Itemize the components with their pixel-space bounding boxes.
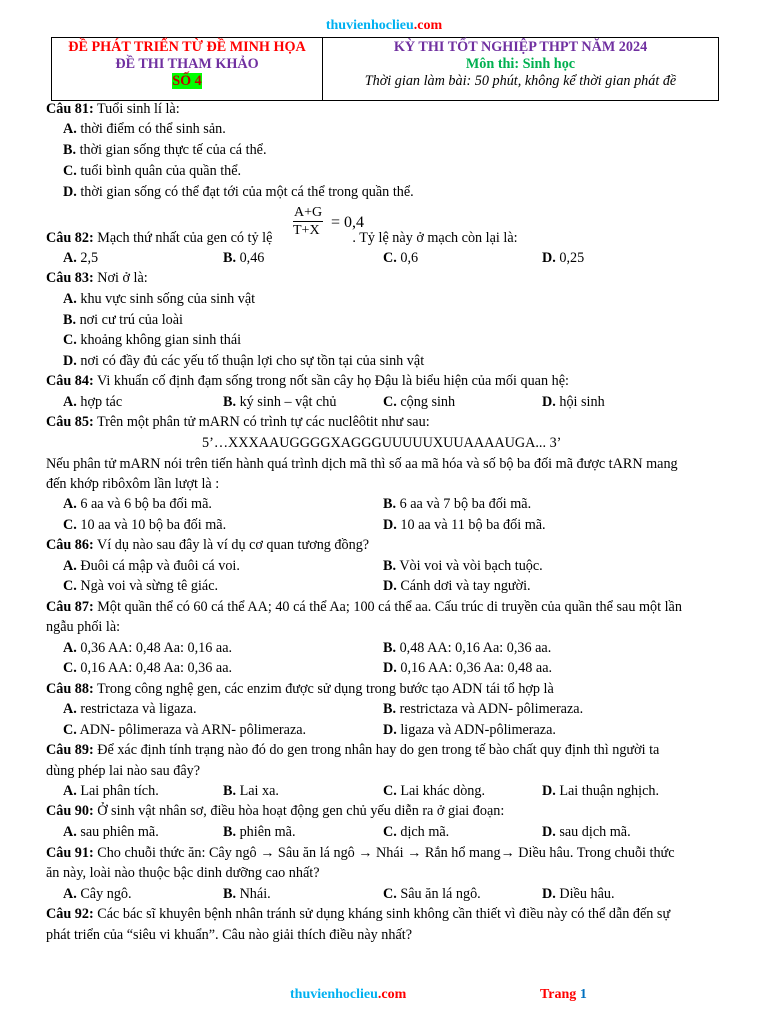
q87-option-c[interactable]: C. 0,16 AA: 0,48 Aa: 0,36 aa. (63, 660, 233, 676)
q84-option-c[interactable]: C. cộng sinh (383, 394, 456, 410)
q81-option-a[interactable]: A. thời điểm có thể sinh sản. (63, 121, 226, 137)
page-number: Trang 1 (540, 987, 587, 1002)
question-85-text: Nếu phân tử mARN nói trên tiến hành quá trình dịch mã thì số aa mã hóa và số bộ ba đối mã được tARN mang (46, 456, 678, 472)
exam-header (51, 37, 719, 101)
q90-option-a[interactable]: A. sau phiên mã. (63, 824, 159, 840)
exam-number: SỐ 4 (172, 73, 202, 89)
q91-option-d[interactable]: D. Diều hâu. (542, 886, 615, 902)
question-84: Câu 84: Vi khuẩn cố định đạm sống trong nốt sần cây họ Đậu là biểu hiện của mối quan hệ: (46, 373, 569, 389)
exam-title: KỲ THI TỐT NGHIỆP THPT NĂM 2024 (393, 39, 648, 55)
q90-option-b[interactable]: B. phiên mã. (223, 824, 296, 840)
question-81: Câu 81: Tuổi sinh lí là: (46, 101, 180, 117)
q91-option-a[interactable]: A. Cây ngô. (63, 886, 132, 902)
q89-option-b[interactable]: B. Lai xa. (223, 783, 279, 799)
q88-option-c[interactable]: C. ADN- pôlimeraza và ARN- pôlimeraza. (63, 722, 307, 738)
question-87: Câu 87: Một quần thể có 60 cá thể AA; 40 cá thể Aa; 100 cá thể aa. Cấu trúc di truyền của quần thể sau một lần (46, 599, 682, 615)
question-88: Câu 88: Trong công nghệ gen, các enzim được sử dụng trong bước tạo ADN tái tổ hợp là (46, 681, 554, 697)
q81-option-c[interactable]: C. tuổi bình quân của quần thể. (63, 163, 242, 179)
mrna-sequence: 5’…XXXAAUGGGGXAGGGUUUUUXUUAAAAUGA... 3’ (202, 435, 562, 451)
q91-option-b[interactable]: B. Nhái. (223, 886, 271, 902)
q90-option-c[interactable]: C. dịch mã. (383, 824, 450, 840)
q81-option-d[interactable]: D. thời gian sống có thể đạt tới của một cá thể trong quần thể. (63, 184, 414, 200)
question-86: Câu 86: Ví dụ nào sau đây là ví dụ cơ quan tương đồng? (46, 537, 370, 553)
q85-option-c[interactable]: C. 10 aa và 10 bộ ba đối mã. (63, 517, 227, 533)
question-90: Câu 90: Ở sinh vật nhân sơ, điều hòa hoạt động gen chủ yếu diễn ra ở giai đoạn: (46, 803, 505, 819)
exam-subject: Môn thi: Sinh học (465, 56, 576, 72)
question-89: Câu 89: Để xác định tính trạng nào đó do gen trong nhân hay do gen trong tế bào chất quy định thì người ta (46, 742, 660, 758)
q86-option-a[interactable]: A. Đuôi cá mập và đuôi cá voi. (63, 558, 240, 574)
q87-option-a[interactable]: A. 0,36 AA: 0,48 Aa: 0,16 aa. (63, 640, 233, 656)
q84-option-a[interactable]: A. hợp tác (63, 394, 123, 410)
q88-option-d[interactable]: D. ligaza và ADN-pôlimeraza. (383, 722, 556, 738)
site-header[interactable]: thuvienhoclieu.com (325, 18, 443, 33)
q91-option-c[interactable]: C. Sâu ăn lá ngô. (383, 886, 481, 902)
q84-option-b[interactable]: B. ký sinh – vật chủ (223, 394, 337, 410)
question-92-text-2: phát triển của “siêu vi khuẩn”. Câu nào giải thích điều này nhất? (46, 927, 412, 943)
ratio-fraction: $\frac{A+G}{T+X}$ (293, 205, 323, 238)
q82-option-c[interactable]: C. 0,6 (383, 250, 419, 266)
question-92: Câu 92: Các bác sĩ khuyên bệnh nhân tránh sử dụng kháng sinh không cần thiết vì điều này có thể dẫn đến sự (46, 906, 671, 922)
question-91-text-2: ăn này, loài nào thuộc bậc dinh dưỡng cao nhất? (46, 865, 320, 881)
q85-option-b[interactable]: B. 6 aa và 7 bộ ba đối mã. (383, 496, 532, 512)
q86-option-b[interactable]: B. Vòi voi và vòi bạch tuộc. (383, 558, 543, 574)
q83-option-d[interactable]: D. nơi có đầy đủ các yếu tố thuận lợi cho sự tồn tại của sinh vật (63, 353, 425, 369)
q89-option-d[interactable]: D. Lai thuận nghịch. (542, 783, 660, 799)
question-89-text-2: dùng phép lai nào sau đây? (46, 763, 201, 779)
q82-option-a[interactable]: A. 2,5 (63, 250, 99, 266)
footer-site-link[interactable]: thuvienhoclieu.com (290, 987, 407, 1002)
question-85-text-2: đến khớp ribôxôm lần lượt là : (46, 476, 220, 492)
ratio-value: = 0,4 (331, 214, 365, 231)
question-83: Câu 83: Nơi ở là: (46, 270, 148, 286)
q86-option-c[interactable]: C. Ngà voi và sừng tê giác. (63, 578, 219, 594)
q85-option-a[interactable]: A. 6 aa và 6 bộ ba đối mã. (63, 496, 212, 512)
exam-source: ĐỀ PHÁT TRIỂN TỪ ĐỀ MINH HỌA (68, 39, 306, 55)
q89-option-c[interactable]: C. Lai khác dòng. (383, 783, 486, 799)
q83-option-c[interactable]: C. khoảng không gian sinh thái (63, 332, 242, 348)
exam-type: ĐỀ THI THAM KHẢO (115, 56, 259, 72)
q82-option-b[interactable]: B. 0,46 (223, 250, 265, 266)
q87-option-d[interactable]: D. 0,16 AA: 0,36 Aa: 0,48 aa. (383, 660, 553, 676)
question-85: Câu 85: Trên một phân tử mARN có trình tự các nuclêôtit như sau: (46, 414, 430, 430)
q83-option-b[interactable]: B. nơi cư trú của loài (63, 312, 183, 328)
q89-option-a[interactable]: A. Lai phân tích. (63, 783, 159, 799)
question-82: Câu 82: Mạch thứ nhất của gen có tỷ lệ . Tỷ lệ này ở mạch còn lại là: (46, 230, 518, 246)
q84-option-d[interactable]: D. hội sinh (542, 394, 605, 410)
q83-option-a[interactable]: A. khu vực sinh sống của sinh vật (63, 291, 256, 307)
q85-option-d[interactable]: D. 10 aa và 11 bộ ba đối mã. (383, 517, 546, 533)
question-91: Câu 91: Cho chuỗi thức ăn: Cây ngô → Sâu ăn lá ngô → Nhái → Rắn hổ mang→ Diều hâu. Trong chuỗi thức (46, 845, 675, 861)
q81-option-b[interactable]: B. thời gian sống thực tế của cá thể. (63, 142, 267, 158)
q86-option-d[interactable]: D. Cánh dơi và tay người. (383, 578, 531, 594)
q90-option-d[interactable]: D. sau dịch mã. (542, 824, 631, 840)
q82-option-d[interactable]: D. 0,25 (542, 250, 585, 266)
question-87-text-2: ngẫu phối là: (46, 619, 121, 635)
q87-option-b[interactable]: B. 0,48 AA: 0,16 Aa: 0,36 aa. (383, 640, 552, 656)
q88-option-b[interactable]: B. restrictaza và ADN- pôlimeraza. (383, 701, 584, 717)
exam-duration: Thời gian làm bài: 50 phút, không kể thời gian phát đề (364, 73, 677, 89)
q88-option-a[interactable]: A. restrictaza và ligaza. (63, 701, 197, 717)
